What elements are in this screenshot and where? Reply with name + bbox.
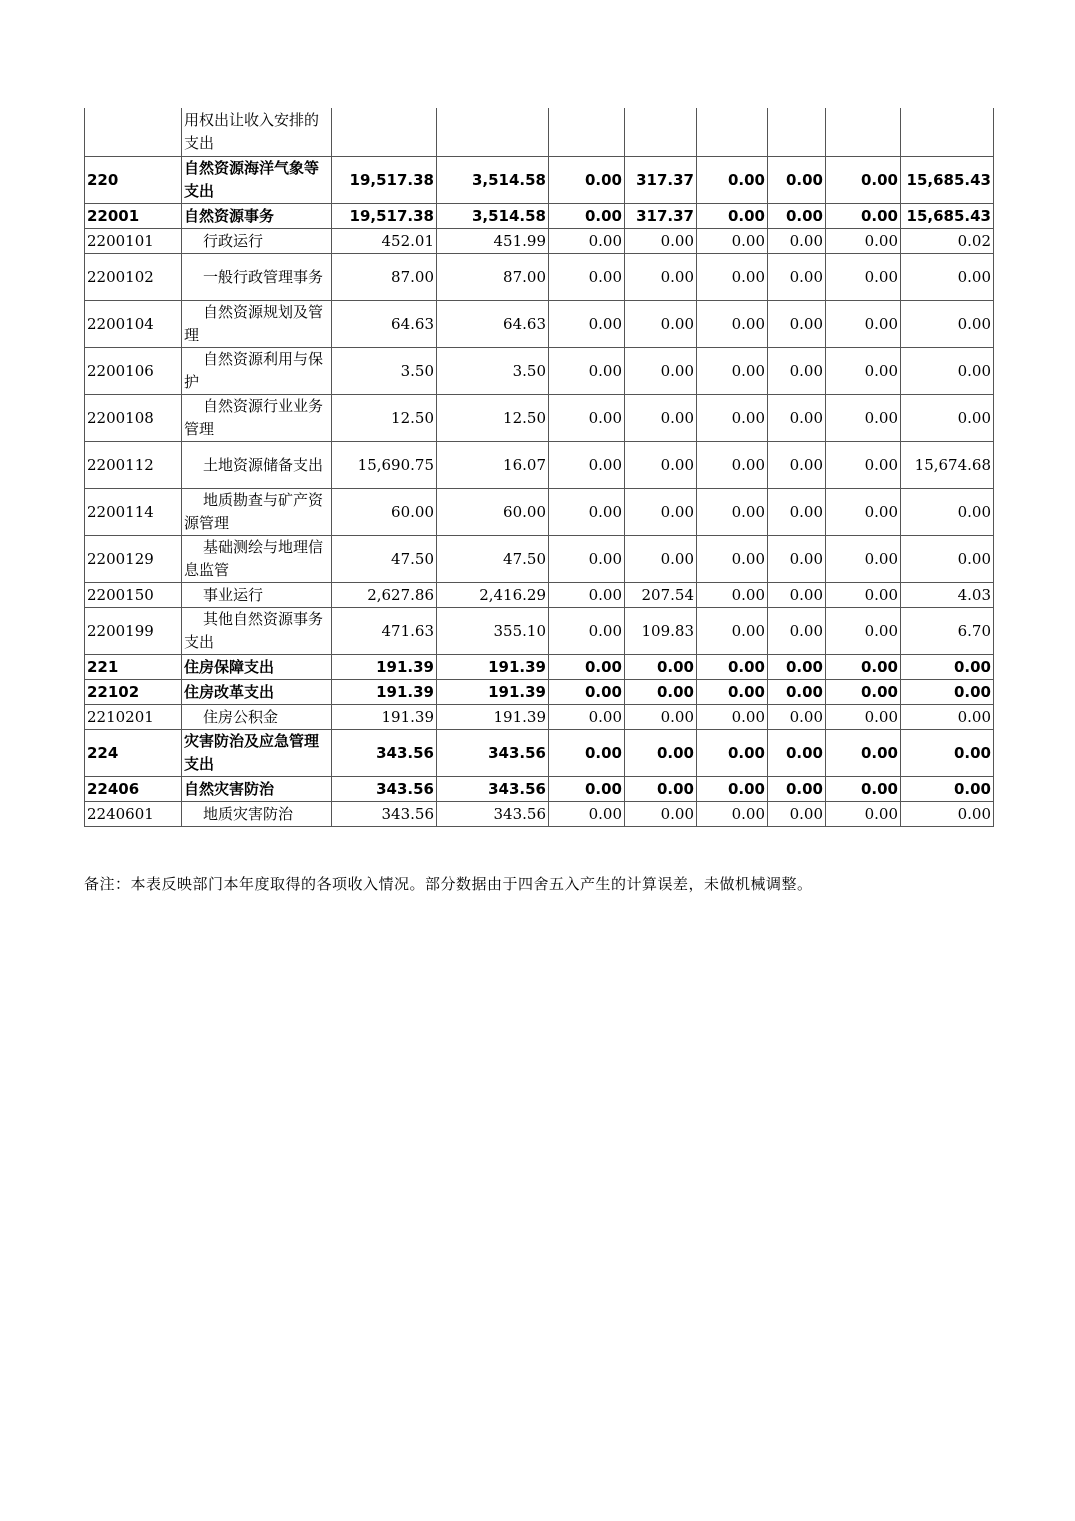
amount-cell: 191.39 <box>437 655 549 680</box>
amount-cell: 0.00 <box>625 680 697 705</box>
subject-code-cell <box>85 108 182 157</box>
subject-code-cell: 2200150 <box>85 583 182 608</box>
amount-cell: 19,517.38 <box>332 204 437 229</box>
table-row <box>85 802 994 827</box>
amount-cell: 0.00 <box>768 229 826 254</box>
subject-code-cell: 220 <box>85 157 182 204</box>
amount-cell: 0.00 <box>549 583 625 608</box>
amount-cell: 0.00 <box>697 655 768 680</box>
amount-cell: 191.39 <box>332 680 437 705</box>
amount-cell: 0.00 <box>901 655 994 680</box>
amount-cell: 0.00 <box>826 536 901 583</box>
amount-cell: 0.00 <box>625 348 697 395</box>
amount-cell: 47.50 <box>437 536 549 583</box>
amount-cell: 0.00 <box>625 802 697 827</box>
subject-name-cell: 事业运行 <box>182 583 332 608</box>
amount-cell: 0.00 <box>768 348 826 395</box>
amount-cell: 0.00 <box>697 777 768 802</box>
amount-cell: 0.00 <box>625 777 697 802</box>
subject-name-cell: 自然资源海洋气象等支出 <box>182 157 332 204</box>
amount-cell: 0.00 <box>697 442 768 489</box>
amount-cell: 0.00 <box>826 204 901 229</box>
subject-name-cell: 地质灾害防治 <box>182 802 332 827</box>
amount-cell: 4.03 <box>901 583 994 608</box>
amount-cell: 343.56 <box>332 777 437 802</box>
amount-cell: 0.00 <box>826 705 901 730</box>
amount-cell: 0.00 <box>697 705 768 730</box>
subject-code-cell: 2210201 <box>85 705 182 730</box>
table-row <box>85 583 994 608</box>
amount-cell: 3,514.58 <box>437 204 549 229</box>
amount-cell: 0.00 <box>697 157 768 204</box>
subject-name-cell: 一般行政管理事务 <box>182 254 332 301</box>
subject-name-cell: 自然资源利用与保护 <box>182 348 332 395</box>
amount-cell: 0.00 <box>901 705 994 730</box>
subject-name-cell: 地质勘查与矿产资源管理 <box>182 489 332 536</box>
amount-cell: 3,514.58 <box>437 157 549 204</box>
amount-cell: 343.56 <box>332 730 437 777</box>
amount-cell: 0.00 <box>697 608 768 655</box>
amount-cell: 0.00 <box>625 489 697 536</box>
amount-cell: 0.00 <box>768 489 826 536</box>
amount-cell: 64.63 <box>332 301 437 348</box>
amount-cell: 0.00 <box>768 583 826 608</box>
amount-cell: 0.00 <box>768 705 826 730</box>
table-row <box>85 680 994 705</box>
amount-cell: 0.00 <box>826 680 901 705</box>
subject-name-cell: 住房保障支出 <box>182 655 332 680</box>
amount-cell: 0.00 <box>826 583 901 608</box>
table-body <box>85 108 994 827</box>
amount-cell: 0.00 <box>549 705 625 730</box>
amount-cell: 355.10 <box>437 608 549 655</box>
amount-cell: 0.00 <box>549 680 625 705</box>
subject-code-cell: 22406 <box>85 777 182 802</box>
subject-code-cell: 2200104 <box>85 301 182 348</box>
amount-cell: 47.50 <box>332 536 437 583</box>
amount-cell: 19,517.38 <box>332 157 437 204</box>
amount-cell: 0.00 <box>549 802 625 827</box>
subject-name-cell: 自然资源规划及管理 <box>182 301 332 348</box>
amount-cell: 0.00 <box>901 301 994 348</box>
amount-cell: 0.00 <box>697 348 768 395</box>
amount-cell: 0.00 <box>625 705 697 730</box>
amount-cell: 0.00 <box>826 395 901 442</box>
amount-cell: 0.00 <box>826 489 901 536</box>
amount-cell: 0.00 <box>826 730 901 777</box>
table-row <box>85 157 994 204</box>
table-row <box>85 108 994 157</box>
table-row <box>85 655 994 680</box>
amount-cell: 0.00 <box>768 680 826 705</box>
amount-cell: 15,685.43 <box>901 157 994 204</box>
amount-cell: 0.00 <box>549 536 625 583</box>
amount-cell: 0.00 <box>549 254 625 301</box>
table-row <box>85 204 994 229</box>
amount-cell: 0.00 <box>901 730 994 777</box>
amount-cell: 0.00 <box>697 536 768 583</box>
amount-cell: 0.00 <box>697 395 768 442</box>
amount-cell: 0.00 <box>697 583 768 608</box>
table-row <box>85 301 994 348</box>
amount-cell: 0.00 <box>826 655 901 680</box>
amount-cell: 12.50 <box>332 395 437 442</box>
subject-code-cell: 2200199 <box>85 608 182 655</box>
amount-cell: 0.00 <box>768 204 826 229</box>
amount-cell: 3.50 <box>332 348 437 395</box>
amount-cell: 0.00 <box>768 442 826 489</box>
amount-cell: 0.00 <box>901 802 994 827</box>
amount-cell: 0.00 <box>625 442 697 489</box>
amount-cell: 87.00 <box>437 254 549 301</box>
subject-name-cell: 其他自然资源事务支出 <box>182 608 332 655</box>
table-row <box>85 777 994 802</box>
table-row <box>85 489 994 536</box>
amount-cell: 0.00 <box>826 229 901 254</box>
amount-cell: 0.00 <box>549 442 625 489</box>
subject-name-cell: 灾害防治及应急管理支出 <box>182 730 332 777</box>
income-table <box>84 108 994 827</box>
amount-cell: 0.00 <box>549 395 625 442</box>
subject-code-cell: 221 <box>85 655 182 680</box>
amount-cell <box>332 108 437 157</box>
amount-cell: 6.70 <box>901 608 994 655</box>
amount-cell: 0.00 <box>625 536 697 583</box>
amount-cell: 317.37 <box>625 204 697 229</box>
subject-code-cell: 2200106 <box>85 348 182 395</box>
amount-cell: 0.00 <box>768 301 826 348</box>
amount-cell: 0.00 <box>768 254 826 301</box>
amount-cell: 0.00 <box>549 204 625 229</box>
amount-cell: 15,685.43 <box>901 204 994 229</box>
amount-cell: 191.39 <box>437 680 549 705</box>
amount-cell <box>437 108 549 157</box>
subject-code-cell: 22001 <box>85 204 182 229</box>
subject-code-cell: 2200112 <box>85 442 182 489</box>
amount-cell: 0.00 <box>826 777 901 802</box>
amount-cell: 2,416.29 <box>437 583 549 608</box>
table-row <box>85 254 994 301</box>
amount-cell: 0.00 <box>768 608 826 655</box>
amount-cell: 2,627.86 <box>332 583 437 608</box>
amount-cell: 60.00 <box>332 489 437 536</box>
table-footnote: 备注：本表反映部门本年度取得的各项收入情况。部分数据由于四舍五入产生的计算误差，未做机械调整。 <box>84 875 813 893</box>
amount-cell: 0.00 <box>549 608 625 655</box>
amount-cell: 0.00 <box>826 301 901 348</box>
table-row <box>85 395 994 442</box>
amount-cell: 0.00 <box>826 157 901 204</box>
amount-cell: 0.00 <box>826 348 901 395</box>
amount-cell: 0.00 <box>549 655 625 680</box>
table-row <box>85 348 994 395</box>
amount-cell: 0.00 <box>826 802 901 827</box>
subject-code-cell: 2200114 <box>85 489 182 536</box>
amount-cell: 60.00 <box>437 489 549 536</box>
amount-cell: 0.00 <box>549 489 625 536</box>
amount-cell: 0.02 <box>901 229 994 254</box>
amount-cell: 451.99 <box>437 229 549 254</box>
amount-cell: 0.00 <box>549 348 625 395</box>
amount-cell: 0.00 <box>549 157 625 204</box>
amount-cell: 0.00 <box>826 254 901 301</box>
amount-cell: 0.00 <box>768 157 826 204</box>
amount-cell: 0.00 <box>768 777 826 802</box>
amount-cell: 0.00 <box>901 777 994 802</box>
subject-name-cell: 住房改革支出 <box>182 680 332 705</box>
table-row <box>85 536 994 583</box>
amount-cell: 0.00 <box>549 730 625 777</box>
amount-cell: 191.39 <box>332 655 437 680</box>
amount-cell: 0.00 <box>697 680 768 705</box>
amount-cell: 0.00 <box>625 301 697 348</box>
subject-name-cell: 行政运行 <box>182 229 332 254</box>
amount-cell <box>697 108 768 157</box>
amount-cell: 0.00 <box>625 730 697 777</box>
subject-name-cell: 土地资源储备支出 <box>182 442 332 489</box>
amount-cell <box>901 108 994 157</box>
amount-cell: 0.00 <box>625 229 697 254</box>
amount-cell <box>549 108 625 157</box>
amount-cell: 15,690.75 <box>332 442 437 489</box>
amount-cell: 343.56 <box>437 730 549 777</box>
subject-code-cell: 2200108 <box>85 395 182 442</box>
amount-cell: 0.00 <box>768 395 826 442</box>
amount-cell: 0.00 <box>826 608 901 655</box>
amount-cell: 452.01 <box>332 229 437 254</box>
amount-cell: 343.56 <box>437 802 549 827</box>
amount-cell: 12.50 <box>437 395 549 442</box>
amount-cell: 0.00 <box>768 536 826 583</box>
subject-name-cell: 用权出让收入安排的支出 <box>182 108 332 157</box>
amount-cell: 0.00 <box>901 395 994 442</box>
amount-cell: 0.00 <box>625 395 697 442</box>
amount-cell: 207.54 <box>625 583 697 608</box>
amount-cell: 0.00 <box>697 301 768 348</box>
amount-cell: 0.00 <box>901 348 994 395</box>
subject-code-cell: 224 <box>85 730 182 777</box>
amount-cell: 0.00 <box>625 655 697 680</box>
subject-code-cell: 2240601 <box>85 802 182 827</box>
amount-cell: 0.00 <box>549 301 625 348</box>
table-row <box>85 442 994 489</box>
amount-cell: 343.56 <box>437 777 549 802</box>
amount-cell: 0.00 <box>697 802 768 827</box>
amount-cell: 0.00 <box>768 655 826 680</box>
amount-cell: 0.00 <box>549 229 625 254</box>
amount-cell: 0.00 <box>697 254 768 301</box>
amount-cell: 0.00 <box>901 489 994 536</box>
table-row <box>85 608 994 655</box>
amount-cell: 64.63 <box>437 301 549 348</box>
amount-cell <box>826 108 901 157</box>
table-row <box>85 730 994 777</box>
amount-cell: 0.00 <box>768 730 826 777</box>
amount-cell: 0.00 <box>697 489 768 536</box>
subject-code-cell: 22102 <box>85 680 182 705</box>
amount-cell: 0.00 <box>625 254 697 301</box>
subject-name-cell: 自然灾害防治 <box>182 777 332 802</box>
amount-cell: 0.00 <box>549 777 625 802</box>
amount-cell: 109.83 <box>625 608 697 655</box>
amount-cell: 16.07 <box>437 442 549 489</box>
amount-cell <box>625 108 697 157</box>
table-row <box>85 229 994 254</box>
amount-cell: 15,674.68 <box>901 442 994 489</box>
amount-cell: 471.63 <box>332 608 437 655</box>
amount-cell <box>768 108 826 157</box>
subject-name-cell: 住房公积金 <box>182 705 332 730</box>
amount-cell: 87.00 <box>332 254 437 301</box>
subject-name-cell: 基础测绘与地理信息监管 <box>182 536 332 583</box>
amount-cell: 0.00 <box>901 680 994 705</box>
amount-cell: 343.56 <box>332 802 437 827</box>
amount-cell: 0.00 <box>901 536 994 583</box>
amount-cell: 0.00 <box>697 204 768 229</box>
amount-cell: 0.00 <box>901 254 994 301</box>
subject-name-cell: 自然资源行业业务管理 <box>182 395 332 442</box>
amount-cell: 0.00 <box>768 802 826 827</box>
subject-code-cell: 2200129 <box>85 536 182 583</box>
amount-cell: 0.00 <box>697 229 768 254</box>
amount-cell: 0.00 <box>697 730 768 777</box>
amount-cell: 191.39 <box>437 705 549 730</box>
amount-cell: 317.37 <box>625 157 697 204</box>
amount-cell: 191.39 <box>332 705 437 730</box>
amount-cell: 0.00 <box>826 442 901 489</box>
subject-code-cell: 2200102 <box>85 254 182 301</box>
amount-cell: 3.50 <box>437 348 549 395</box>
subject-name-cell: 自然资源事务 <box>182 204 332 229</box>
subject-code-cell: 2200101 <box>85 229 182 254</box>
table-row <box>85 705 994 730</box>
